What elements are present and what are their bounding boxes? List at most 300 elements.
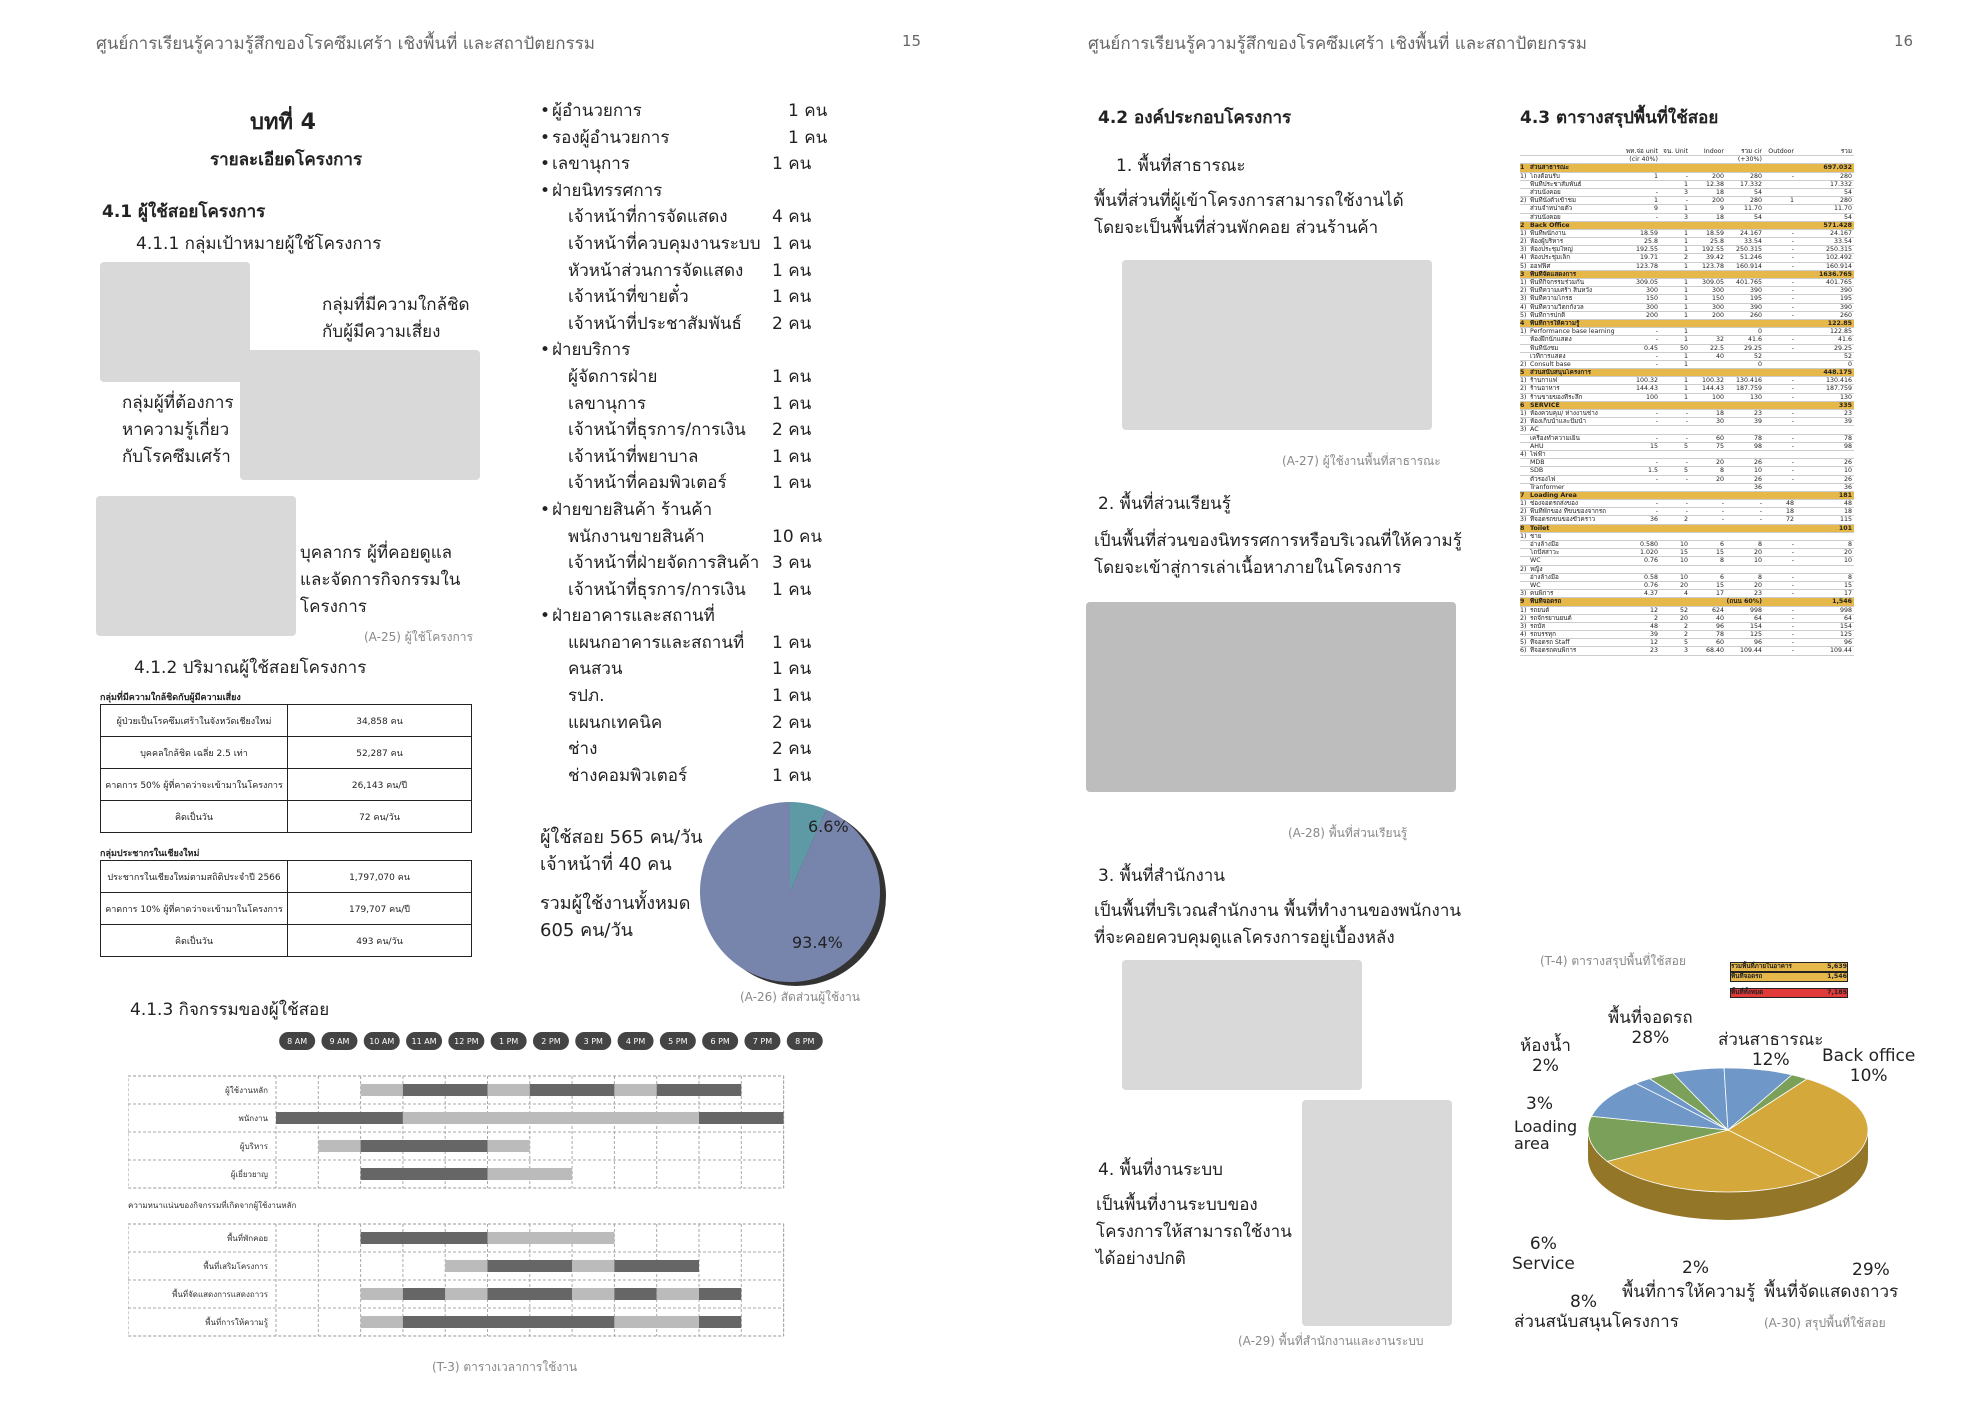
- table-cell: 280: [1749, 197, 1762, 205]
- table-cell: [1622, 402, 1658, 409]
- table-cell: ห้องผู้บริหาร: [1530, 238, 1564, 246]
- table-cell: [1520, 353, 1530, 360]
- table-cell: Toilet: [1530, 524, 1550, 532]
- table-cell: -: [1791, 336, 1794, 344]
- table-row: [1520, 345, 1854, 353]
- table-row: [1520, 418, 1854, 426]
- table-row: [1520, 385, 1854, 393]
- table-cell: -: [1655, 475, 1658, 483]
- table-row: [1520, 647, 1854, 655]
- table-cell: [1658, 402, 1688, 409]
- table-cell: 96: [1753, 639, 1762, 647]
- table-cell: [1622, 525, 1658, 532]
- table-cell: [1724, 525, 1762, 532]
- schedule-bar: [530, 1084, 615, 1096]
- caption-a25: (A-25) ผู้ใช้โครงการ: [364, 630, 473, 644]
- schedule-bar: [699, 1316, 741, 1328]
- table-cell: พื้นที่นั่งชม: [1530, 344, 1559, 352]
- table-cell: [1724, 320, 1762, 327]
- staff-role: แผนกอาคารและสถานที่: [568, 632, 745, 653]
- table-row: [1520, 263, 1854, 271]
- summary-total-line2: 605 คน/วัน: [540, 920, 633, 941]
- table-cell: ผู้ป่วยเป็นโรคซึมเศร้าในจังหวัดเชียงใหม่: [101, 705, 288, 737]
- table-cell: (+30%): [1737, 156, 1762, 164]
- schedule-row-label: ผู้ใช้งานหลัก: [225, 1086, 268, 1095]
- table-cell: พื้นที่ความวิตกกังวล: [1530, 303, 1584, 311]
- hour-label: 8 AM: [287, 1037, 308, 1046]
- table-cell: [1688, 164, 1724, 171]
- staff-count: 3 คน: [772, 553, 812, 574]
- table-cell: 10: [1843, 557, 1852, 565]
- staff-count: 1 คน: [772, 233, 812, 254]
- table-cell: 40: [1715, 614, 1724, 622]
- table-cell: คิดเป็นวัน: [101, 925, 288, 957]
- area-4-title: 4. พื้นที่งานระบบ: [1098, 1160, 1223, 1180]
- table-row: [1520, 508, 1854, 516]
- table-cell: [1762, 214, 1794, 221]
- area-summary-table: [1520, 148, 1854, 656]
- table-cell: [1762, 181, 1794, 188]
- table-cell: พื้นที่ความเศร้า สิ้นหวัง: [1530, 287, 1593, 295]
- staff-role: ฝ่ายบริการ: [552, 340, 631, 361]
- table-cell: 23: [1843, 410, 1852, 417]
- table-cell: 1: [1683, 377, 1688, 385]
- table-cell: 15: [1679, 549, 1688, 557]
- schedule-row-label: ผู้บริหาร: [239, 1142, 268, 1151]
- staff-photo: [96, 496, 296, 636]
- table-cell: -: [1721, 508, 1724, 516]
- table-cell: พื้นที่พนักงาน: [1530, 229, 1566, 237]
- table-cell: 1: [1683, 246, 1688, 254]
- table-cell: -: [1655, 328, 1658, 336]
- schedule-bar: [488, 1140, 530, 1152]
- table-cell: [1762, 205, 1794, 212]
- table-cell: 0.76: [1643, 557, 1658, 565]
- table-cell: รถบัส: [1530, 622, 1546, 630]
- table-cell: ประชากรในเชียงใหม่ตามสถิติประจำปี 2566: [101, 861, 288, 893]
- table-row: [1520, 459, 1854, 467]
- staff-count: 1 คน: [772, 393, 812, 414]
- table-cell: -: [1685, 434, 1688, 442]
- table-cell: [1658, 598, 1688, 605]
- table-cell: Indoor: [1703, 148, 1724, 155]
- table-row: [1520, 484, 1854, 492]
- table-cell: 1: [1683, 205, 1688, 213]
- table-cell: [1762, 222, 1794, 229]
- public-area-photo: [1122, 260, 1432, 430]
- table-cell: [1520, 148, 1530, 155]
- table-row: [1520, 451, 1854, 459]
- staff-row: [540, 151, 852, 178]
- schedule-bar: [488, 1232, 615, 1244]
- table-cell: [1762, 525, 1794, 532]
- caption-a29: (A-29) พื้นที่สำนักงานและงานระบบ: [1238, 1334, 1424, 1348]
- schedule-bar: [361, 1232, 488, 1244]
- table-cell: -: [1791, 475, 1794, 483]
- table-cell: 1): [1520, 172, 1527, 180]
- table-cell: 2): [1520, 287, 1527, 295]
- table-section-row: [1520, 525, 1854, 533]
- staff-role: แผนกเทคนิค: [568, 712, 663, 733]
- table-cell: พื้นที่นั่งตั๋วเข้าชม: [1530, 197, 1577, 205]
- table-cell: 0.45: [1643, 344, 1658, 352]
- staff-count: 2 คน: [772, 712, 812, 733]
- table-cell: ส่วนสนับสนุนโครงการ: [1530, 369, 1592, 377]
- table-cell: 179,707 คน/ปี: [288, 893, 472, 925]
- table-cell: เวทีการแสดง: [1530, 352, 1566, 360]
- table-row: [1520, 615, 1854, 623]
- table-cell: 26: [1843, 475, 1852, 483]
- table-cell: 6: [1719, 573, 1724, 581]
- table-cell: 390: [1839, 303, 1852, 311]
- staff-row: [552, 417, 852, 444]
- table-cell: 6: [1520, 401, 1525, 409]
- table-cell: ห้องประชุมใหญ่: [1530, 246, 1573, 254]
- table-cell: 11.70: [1833, 205, 1852, 213]
- staff-row: [552, 630, 852, 657]
- table-cell: 64: [1843, 614, 1852, 622]
- staff-role: ผู้อำนวยการ: [552, 101, 642, 121]
- table-cell: ห้องประชุมเล็ก: [1530, 254, 1571, 262]
- table-cell: -: [1791, 344, 1794, 352]
- table-row: [1520, 410, 1854, 418]
- table-cell: [1622, 451, 1658, 458]
- table-cell: 195: [1839, 295, 1852, 303]
- group-staff-label: บุคลากร ผู้ที่คอยดูแล และจัดการกิจกรรมใน โครงการ: [300, 543, 461, 617]
- table-cell: 78: [1715, 631, 1724, 639]
- table-cell: ออฟฟิศ: [1530, 262, 1551, 270]
- schedule-bar: [361, 1140, 488, 1152]
- table-cell: 401.765: [1825, 279, 1852, 286]
- table-cell: [1762, 533, 1794, 540]
- staff-row: [540, 178, 852, 205]
- table-cell: ไฟฟ้า: [1530, 450, 1546, 458]
- table-row: [1520, 566, 1854, 574]
- section-4-1-title: 4.1 ผู้ใช้สอยโครงการ: [102, 202, 266, 222]
- table-cell: 18.59: [1639, 229, 1658, 237]
- table-cell: -: [1791, 631, 1794, 639]
- table-cell: ห้องฝึกนักแสดง: [1530, 336, 1572, 344]
- table-cell: 2): [1520, 565, 1527, 573]
- schedule-bar: [488, 1168, 573, 1180]
- table-cell: 192.55: [1701, 246, 1724, 254]
- table-cell: 123.78: [1701, 262, 1724, 270]
- table-cell: บุคคลใกล้ชิด เฉลี่ย 2.5 เท่า: [101, 737, 288, 769]
- table-row: [101, 861, 472, 893]
- table-cell: [1520, 467, 1530, 474]
- staff-row: [552, 710, 852, 737]
- table-cell: 96: [1843, 639, 1852, 647]
- table-cell: 2: [1683, 254, 1688, 262]
- table-cell: 130: [1749, 393, 1762, 401]
- schedule-bar: [699, 1288, 741, 1300]
- staff-role: เลขานุการ: [552, 154, 630, 175]
- pie-label-toilet: ห้องน้ำ 2%: [1520, 1036, 1571, 1076]
- staff-count: 1 คน: [772, 765, 812, 786]
- table-cell: (ถนน 60%): [1726, 598, 1762, 606]
- table-cell: -: [1685, 459, 1688, 467]
- table-cell: 144.43: [1635, 385, 1658, 393]
- table-row: [1520, 197, 1854, 205]
- table-cell: 1: [1683, 336, 1688, 344]
- table-cell: [1622, 320, 1658, 327]
- staff-role: รองผู้อำนวยการ: [552, 127, 670, 148]
- table-cell: -: [1685, 500, 1688, 508]
- hour-label: 11 AM: [411, 1037, 437, 1046]
- table-cell: คิดเป็นวัน: [101, 801, 288, 833]
- table-cell: 10: [1679, 573, 1688, 581]
- table-cell: 125: [1839, 631, 1852, 639]
- table-cell: [1520, 459, 1530, 466]
- table-cell: [1658, 566, 1688, 573]
- table-cell: -: [1791, 229, 1794, 237]
- table-row: [1520, 279, 1854, 287]
- table-cell: 3): [1520, 246, 1527, 254]
- table-cell: [1520, 336, 1530, 343]
- table-cell: (cir 40%): [1629, 156, 1658, 164]
- table-cell: 1: [1683, 393, 1688, 401]
- table-cell: [1794, 451, 1852, 458]
- table-cell: 6): [1520, 647, 1527, 655]
- table-cell: 300: [1645, 303, 1658, 311]
- staff-row: [552, 550, 852, 577]
- table-section-row: [1520, 271, 1854, 279]
- table-cell: 7: [1520, 491, 1525, 499]
- table-cell: [1688, 402, 1724, 409]
- table-cell: [1762, 426, 1794, 433]
- total-indoor-label: รวมพื้นที่ภายในอาคาร: [1731, 963, 1792, 970]
- table-cell: 33.54: [1833, 238, 1852, 246]
- schedule-bar: [276, 1112, 403, 1124]
- table-cell: 1: [1683, 311, 1688, 319]
- table-cell: 2): [1520, 385, 1527, 393]
- table-cell: -: [1721, 500, 1724, 508]
- bullet-icon: •: [540, 340, 551, 361]
- table-cell: -: [1791, 287, 1794, 295]
- total-all-row: [1730, 988, 1848, 998]
- table-cell: 130.416: [1825, 377, 1852, 385]
- table-cell: [1688, 566, 1724, 573]
- quantity-table-2: [100, 860, 472, 957]
- table-cell: 78: [1843, 434, 1852, 442]
- table-cell: 4): [1520, 254, 1527, 262]
- table-cell: 41.6: [1837, 336, 1852, 344]
- area-1-body: พื้นที่ส่วนที่ผู้เข้าโครงการสามารถใช้งานได้ โดยจะเป็นพื้นที่ส่วนพักคอย ส่วนร้านค้า: [1094, 191, 1404, 238]
- staff-count: 2 คน: [772, 739, 812, 760]
- staff-role: เจ้าหน้าที่พยาบาล: [568, 446, 699, 467]
- staff-row: [552, 364, 852, 391]
- table-cell: 25.8: [1643, 238, 1658, 246]
- table-row: [101, 769, 472, 801]
- table-cell: 187.759: [1825, 385, 1852, 393]
- table-cell: พื้นที่กิจกรรมร่วมกัน: [1530, 279, 1585, 286]
- table-row: [1520, 516, 1854, 524]
- table-cell: -: [1791, 557, 1794, 565]
- table-cell: Performance base learning: [1530, 328, 1615, 336]
- schedule-bar: [614, 1288, 656, 1300]
- table-cell: 300: [1645, 287, 1658, 295]
- schedule-row-label: พื้นที่เสริมโครงการ: [203, 1262, 268, 1271]
- table-cell: 17.332: [1829, 180, 1852, 188]
- table-cell: 390: [1839, 287, 1852, 295]
- staff-row: [552, 204, 852, 231]
- table-cell: 48: [1785, 500, 1794, 508]
- table-cell: รวม: [1840, 148, 1852, 155]
- table-cell: 2: [1520, 221, 1525, 229]
- table-cell: 20: [1679, 581, 1688, 589]
- pie-slice: [700, 802, 880, 982]
- group-close-label: กลุ่มที่มีความใกล้ชิด กับผู้มีความเสี่ยง: [322, 295, 470, 342]
- section-4-1-2-title: 4.1.2 ปริมาณผู้ใช้สอยโครงการ: [134, 658, 367, 678]
- table-cell: [1724, 566, 1762, 573]
- table-cell: 5: [1683, 467, 1688, 475]
- table-cell: 52,287 คน: [288, 737, 472, 769]
- table-row: [1520, 353, 1854, 361]
- table-cell: -: [1655, 360, 1658, 368]
- staff-count: 1 คน: [772, 260, 812, 281]
- table-cell: 10: [1679, 557, 1688, 565]
- staff-row: [552, 736, 852, 763]
- table-cell: 98: [1843, 442, 1852, 450]
- office-photo: [1122, 960, 1362, 1090]
- table-cell: พื้นที่จัดแสดงการ: [1530, 270, 1577, 278]
- table-cell: -: [1791, 295, 1794, 303]
- table-cell: [1724, 369, 1762, 376]
- staff-row: [552, 656, 852, 683]
- table-row: [1520, 336, 1854, 344]
- table-cell: 3: [1683, 647, 1688, 655]
- table-cell: 12: [1649, 606, 1658, 614]
- staff-row: [540, 497, 852, 524]
- table-cell: 10: [1679, 541, 1688, 548]
- page-number: 15: [902, 32, 922, 50]
- table-cell: 335: [1838, 401, 1852, 409]
- table-cell: 34,858 คน: [288, 705, 472, 737]
- caption-t4: (T-4) ตารางสรุปพื้นที่ใช้สอย: [1540, 954, 1686, 968]
- table-cell: 8: [1719, 557, 1724, 565]
- table-cell: 130.416: [1735, 377, 1762, 385]
- table-cell: 1: [1683, 385, 1688, 393]
- table-cell: [1688, 320, 1724, 327]
- table-cell: รถบรรทุก: [1530, 631, 1556, 639]
- table-cell: [1688, 426, 1724, 433]
- table-cell: 1): [1520, 229, 1527, 237]
- table-cell: [1762, 369, 1794, 376]
- table-row: [1520, 549, 1854, 557]
- table-cell: WC: [1530, 581, 1541, 589]
- table-cell: [1622, 369, 1658, 376]
- table-cell: โถงต้อนรับ: [1530, 172, 1560, 180]
- staff-row: [552, 470, 852, 497]
- table-cell: 20: [1679, 614, 1688, 622]
- table-cell: [1762, 320, 1794, 327]
- table-cell: 8: [1757, 541, 1762, 548]
- table-cell: 101: [1838, 524, 1852, 532]
- pie-label-support-pct: 8%: [1570, 1292, 1597, 1312]
- table-cell: [1520, 582, 1530, 589]
- table-cell: Consult base: [1530, 360, 1571, 368]
- staff-role: เลขานุการ: [568, 393, 646, 414]
- table-cell: -: [1655, 213, 1658, 221]
- staff-row: [552, 763, 852, 790]
- table-cell: คาดการ 10% ผู้ที่คาดว่าจะเข้ามาในโครงการ: [101, 893, 288, 925]
- table-row: [1520, 304, 1854, 312]
- staff-row: [552, 524, 852, 551]
- table-cell: [1724, 164, 1762, 171]
- table-cell: [1658, 320, 1688, 327]
- table-cell: [1794, 156, 1852, 163]
- table-cell: 22.5: [1709, 344, 1724, 352]
- table-cell: [1658, 525, 1688, 532]
- table-cell: เครื่องทำความเย็น: [1530, 434, 1580, 442]
- table-cell: [1762, 598, 1794, 605]
- table-cell: -: [1791, 262, 1794, 270]
- total-all-value: 7,185: [1827, 989, 1847, 996]
- table-cell: 2): [1520, 197, 1527, 205]
- schedule-bar: [572, 1288, 614, 1300]
- table-row: [1520, 623, 1854, 631]
- table-cell: [1762, 353, 1794, 360]
- table-cell: 3: [1683, 213, 1688, 221]
- pie-label-loading-pct: 3%: [1526, 1094, 1553, 1114]
- staff-row: [540, 98, 852, 125]
- table-cell: 1): [1520, 532, 1527, 540]
- table-cell: 3): [1520, 590, 1527, 598]
- table-cell: 11.70: [1743, 205, 1762, 213]
- table-cell: 54: [1753, 188, 1762, 196]
- table-cell: จน. Unit: [1663, 148, 1688, 155]
- table-cell: 1: [1653, 172, 1658, 180]
- table-cell: [1762, 156, 1794, 163]
- page-number-right: 16: [1894, 32, 1914, 50]
- table-row: [1520, 230, 1854, 238]
- staff-row: [540, 603, 852, 630]
- table-cell: [1762, 361, 1794, 368]
- table-cell: 20: [1715, 459, 1724, 467]
- pie-label-exhibit-pct: 29%: [1852, 1260, 1890, 1280]
- hour-label: 7 PM: [752, 1037, 773, 1046]
- learning-area-photo: [1086, 602, 1456, 792]
- schedule-row-label: พื้นที่การให้ความรู้: [205, 1318, 268, 1327]
- area-3-title: 3. พื้นที่สำนักงาน: [1098, 866, 1225, 886]
- hour-label: 8 PM: [795, 1037, 815, 1046]
- section-4-1-3-title: 4.1.3 กิจกรรมของผู้ใช้สอย: [130, 1000, 330, 1020]
- table-cell: 75: [1715, 442, 1724, 450]
- area-1-title: 1. พื้นที่สาธารณะ: [1116, 156, 1246, 176]
- table-row: [1520, 500, 1854, 508]
- table-cell: 390: [1749, 303, 1762, 311]
- table-cell: 51.246: [1739, 254, 1762, 262]
- bullet-icon: •: [540, 606, 551, 627]
- total-indoor-value: 5,639: [1827, 963, 1847, 970]
- table1-title: กลุ่มที่มีความใกล้ชิดกับผู้มีความเสี่ยง: [100, 693, 241, 703]
- table-row: [1520, 443, 1854, 451]
- table-cell: [1530, 156, 1622, 163]
- table-row: [1520, 476, 1854, 484]
- table-cell: 60: [1715, 434, 1724, 442]
- table-cell: 36: [1843, 483, 1852, 491]
- table-cell: 0: [1757, 328, 1762, 336]
- table-cell: 4): [1520, 631, 1527, 639]
- table-row: [101, 801, 472, 833]
- user-ratio-pie: [694, 794, 894, 990]
- table-cell: 1): [1520, 410, 1527, 417]
- staff-role: ฝ่ายขายสินค้า ร้านค้า: [552, 499, 713, 520]
- table-cell: 10: [1753, 467, 1762, 475]
- table-cell: 3: [1520, 270, 1525, 278]
- table-cell: [1688, 369, 1724, 376]
- table-cell: -: [1791, 254, 1794, 262]
